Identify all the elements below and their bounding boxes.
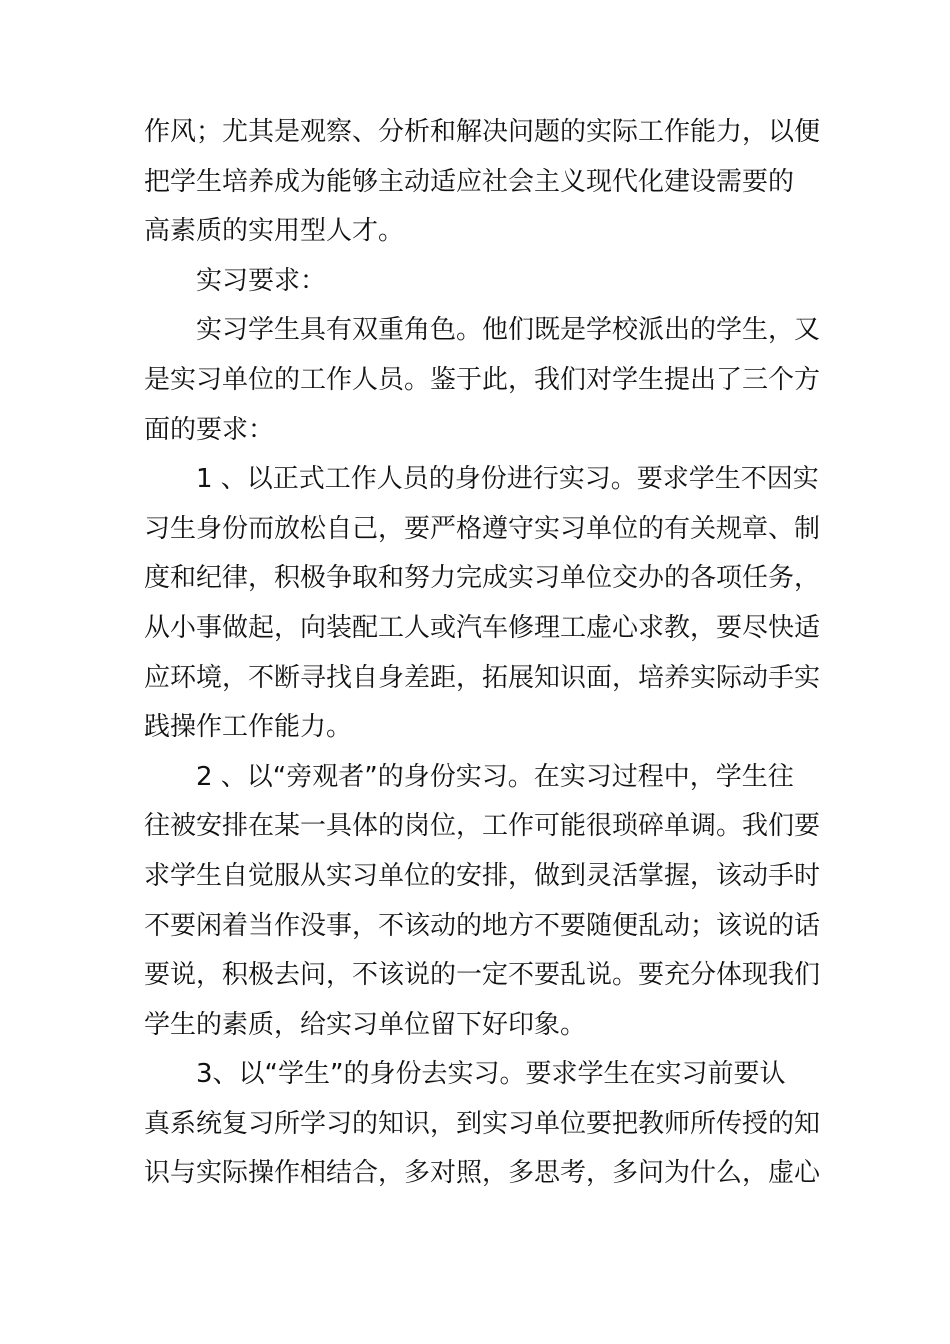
list-item-3-start: 3、以“学生”的身份去实习。要求学生在实习前要认 <box>196 1059 786 1090</box>
list-item-2-start: 2 、以“旁观者”的身份实习。在实习过程中，学生往 <box>196 761 794 792</box>
text-line: 实习学生具有双重角色。他们既是学校派出的学生，又 <box>196 315 821 346</box>
text-line: 把学生培养成为能够主动适应社会主义现代化建设需要的 <box>144 166 795 197</box>
text-line: 是实习单位的工作人员。鉴于此，我们对学生提出了三个方 <box>144 364 821 395</box>
text-line: 习生身份而放松自己，要严格遵守实习单位的有关规章、制 <box>144 513 821 544</box>
section-heading: 实习要求： <box>196 265 327 296</box>
list-item-1-start: 1 、以正式工作人员的身份进行实习。要求学生不因实 <box>196 464 819 495</box>
text-line: 践操作工作能力。 <box>144 712 353 743</box>
text-line: 真系统复习所学习的知识，到实习单位要把教师所传授的知 <box>144 1108 821 1139</box>
text-line: 求学生自觉服从实习单位的安排，做到灵活掌握，该动手时 <box>144 860 821 891</box>
text-line: 高素质的实用型人才。 <box>144 216 405 247</box>
text-line: 作风；尤其是观察、分析和解决问题的实际工作能力，以便 <box>144 117 821 147</box>
text-line: 学生的素质，给实习单位留下好印象。 <box>144 1009 587 1040</box>
document-body <box>144 108 844 1199</box>
text-line: 往被安排在某一具体的岗位，工作可能很琐碎单调。我们要 <box>144 811 821 842</box>
text-line: 度和纪律，积极争取和努力完成实习单位交办的各项任务， <box>144 563 821 594</box>
text-line: 识与实际操作相结合，多对照，多思考，多问为什么，虚心 <box>144 1158 821 1189</box>
text-line: 不要闲着当作没事，不该动的地方不要随便乱动；该说的话 <box>144 910 821 941</box>
text-line: 要说，积极去问，不该说的一定不要乱说。要充分体现我们 <box>144 960 821 991</box>
text-line: 面的要求： <box>144 414 275 445</box>
text-line: 从小事做起，向装配工人或汽车修理工虚心求教，要尽快适 <box>144 612 821 643</box>
text-line: 应环境，不断寻找自身差距，拓展知识面，培养实际动手实 <box>144 662 821 693</box>
